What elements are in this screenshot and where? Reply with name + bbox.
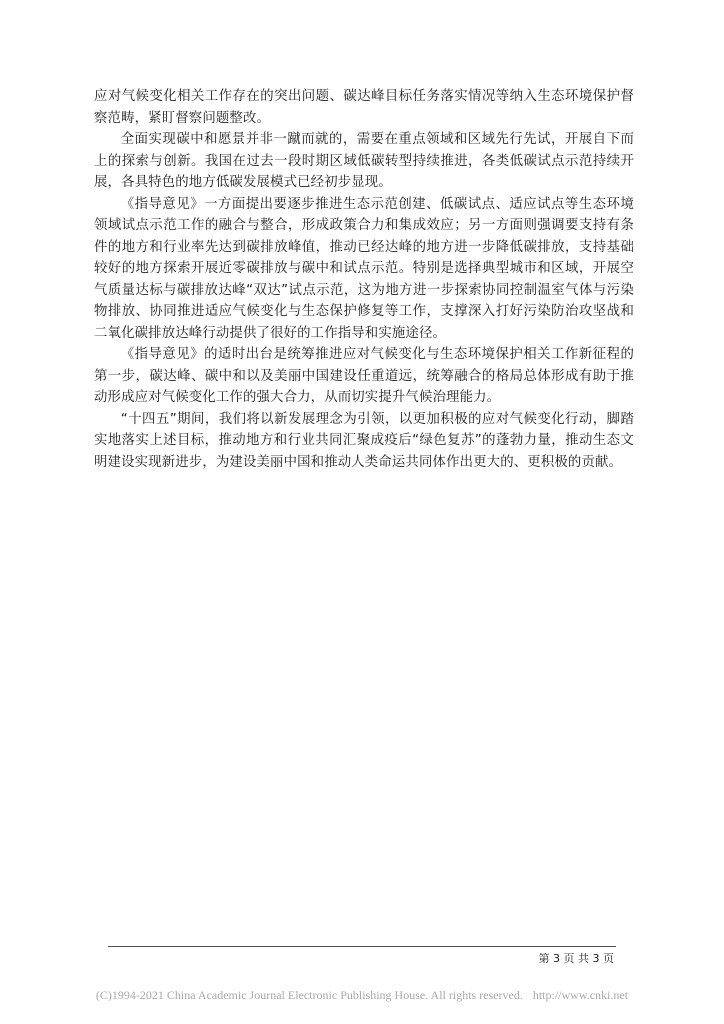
paragraph-guidance-release: 《指导意见》的适时出台是统筹推进应对气候变化与生态环境保护相关工作新征程的第一步，碳达峰、碳中和以及美丽中国建设任重道远，统筹融合的格局总体形成有助于推动形成应对气候变化工作的强大合力，从而切实提升气候治理能力。 [94,347,634,405]
article-body [94,86,634,473]
page-number: 第 3 页 共 3 页 [538,952,614,965]
footer-divider [108,946,616,947]
copyright-text: (C)1994-2021 China Academic Journal Electronic Publishing House. All rights reserved. [95,988,523,1002]
copyright-notice [0,988,724,1003]
copyright-url: http://www.cnki.net [532,988,629,1002]
paragraph-fourteenth-five-year: “十四五”期间，我们将以新发展理念为引领，以更加积极的应对气候变化行动，脚踏实地落实上述目标，推动地方和行业共同汇聚成疫后“绿色复苏”的蓬勃力量，推动生态文明建设实现新进步，为建设美丽中国和推动人类命运共同体作出更大的、更积极的贡献。 [94,411,634,470]
paragraph-guidance-pilots: 《指导意见》一方面提出要逐步推进生态示范创建、低碳试点、适应试点等生态环境领域试点示范工作的融合与整合，形成政策合力和集成效应；另一方面则强调要支持有条件的地方和行业率先达到碳排放峰值，推动已经达峰的地方进一步降低碳排放，支持基础较好的地方探索开展近零碳排放与碳中和试点示范。特别是选择典型城市和区域，开展空气质量达标与碳排放达峰“双达”试点示范，这为地方进一步探索协同控制温室气体与污染物排放、协同推进适应气候变化与生态保护修复等工作，支撑深入打好污染防治攻坚战和二氧化碳排放达峰行动提供了很好的工作指导和实施途径。 [94,196,634,341]
paragraph-carbon-neutrality: 全面实现碳中和愿景并非一蹴而就的，需要在重点领域和区域先行先试，开展自下而上的探索与创新。我国在过去一段时期区域低碳转型持续推进，各类低碳试点示范持续开展，各具特色的地方低碳发展模式已经初步显现。 [94,132,634,190]
paragraph-continuation: 应对气候变化相关工作存在的突出问题、碳达峰目标任务落实情况等纳入生态环境保护督察范畴，紧盯督察问题整改。 [94,89,634,126]
